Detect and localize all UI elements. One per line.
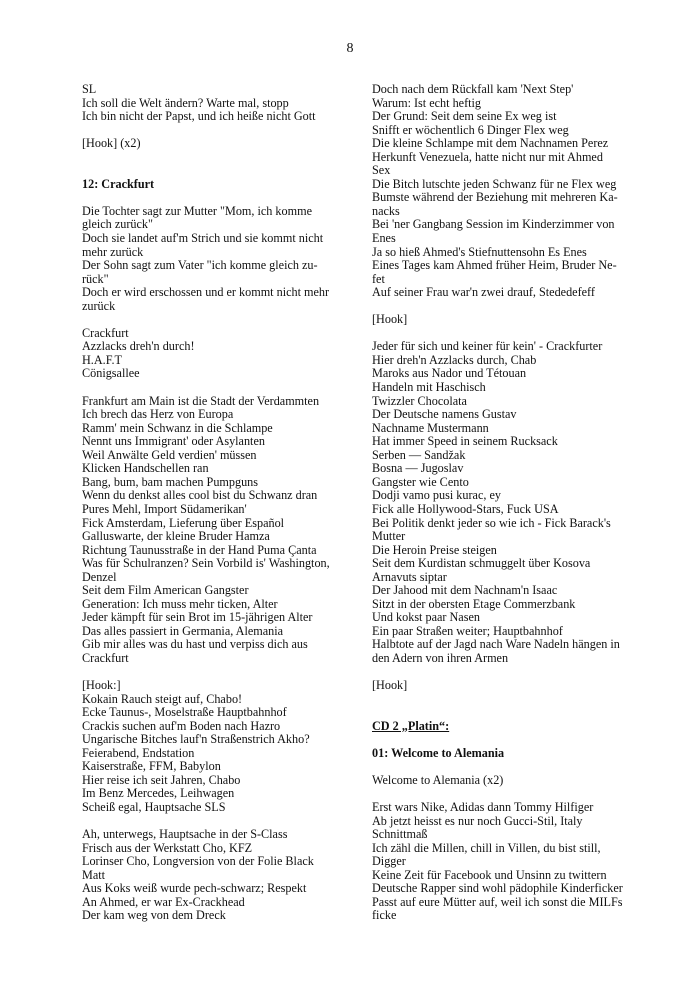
blank-line bbox=[372, 300, 624, 314]
lyric-line: Jeder für sich und keiner für kein' - Crackfurter bbox=[372, 339, 603, 354]
lyric-line: Jeder kämpft für sein Brot im 15-jährigen Alter bbox=[82, 610, 313, 625]
lyric-line: Und kokst paar Nasen bbox=[372, 610, 480, 625]
lyric-line: Crackis suchen auf'm Boden nach Hazro bbox=[82, 718, 281, 733]
blank-line bbox=[372, 760, 624, 774]
lyric-line: Matt bbox=[82, 867, 106, 882]
lyric-line: Aus Koks weiß wurde pech-schwarz; Respekt bbox=[82, 881, 307, 896]
lyric-line: [Hook] bbox=[372, 312, 408, 327]
lyric-line: Handeln mit Haschisch bbox=[372, 380, 486, 395]
lyric-line: Der Deutsche namens Gustav bbox=[372, 407, 517, 422]
lyric-line: Doch sie landet auf'm Strich und sie kommt nicht bbox=[82, 231, 324, 246]
section-heading: CD 2 „Platin“: bbox=[372, 718, 450, 733]
lyric-line: Seit dem Kurdistan schmuggelt über Kosova bbox=[372, 556, 591, 571]
lyric-line: Pures Mehl, Import Südamerikan' bbox=[82, 501, 247, 516]
lyric-line: Feierabend, Endstation bbox=[82, 745, 195, 760]
lyric-line: Digger bbox=[372, 854, 406, 869]
lyric-line: Sitzt in der obersten Etage Commerzbank bbox=[372, 596, 576, 611]
lyric-line: Ab jetzt heisst es nur noch Gucci-Stil, Italy bbox=[372, 813, 583, 828]
lyric-line: Warum: Ist echt heftig bbox=[372, 95, 482, 110]
lyric-line: Bei 'ner Gangbang Session im Kinderzimmer von bbox=[372, 217, 615, 232]
lyric-line: [Hook] (x2) bbox=[82, 136, 141, 151]
lyric-line: Bumste während der Beziehung mit mehreren Ka- bbox=[372, 190, 618, 205]
lyric-line: Nennt uns Immigrant' oder Asylanten bbox=[82, 434, 265, 449]
lyric-line: mehr zurück bbox=[82, 244, 144, 259]
right-column bbox=[372, 83, 624, 923]
lyric-line: An Ahmed, er war Ex-Crackhead bbox=[82, 894, 245, 909]
lyric-line: Die Tochter sagt zur Mutter "Mom, ich komme bbox=[82, 203, 312, 218]
lyric-line: Fick alle Hollywood-Stars, Fuck USA bbox=[372, 501, 559, 516]
lyric-line: Wenn du denkst alles cool bist du Schwanz dran bbox=[82, 488, 318, 503]
blank-line bbox=[372, 733, 624, 747]
blank-line bbox=[82, 381, 340, 395]
lyric-line: H.A.F.T bbox=[82, 352, 122, 367]
lyric-line: gleich zurück" bbox=[82, 217, 153, 232]
lyric-line: Fick Amsterdam, Lieferung über Español bbox=[82, 515, 285, 530]
blank-line bbox=[82, 164, 340, 178]
lyric-line: Im Benz Mercedes, Leihwagen bbox=[82, 786, 235, 801]
lyric-line: Hier reise ich seit Jahren, Chabo bbox=[82, 772, 241, 787]
lyric-line: Richtung Taunusstraße in der Hand Puma Çanta bbox=[82, 542, 317, 557]
lyric-line: Die Heroin Preise steigen bbox=[372, 542, 497, 557]
lyric-line: Bosna — Jugoslav bbox=[372, 461, 464, 476]
blank-line bbox=[82, 815, 340, 829]
lyric-line: Kokain Rauch steigt auf, Chabo! bbox=[82, 691, 243, 706]
lyric-line: Halbtote auf der Jagd nach Ware Nadeln hängen in bbox=[372, 637, 620, 652]
lyric-line: Ich bin nicht der Papst, und ich heiße nicht Gott bbox=[82, 109, 316, 124]
lyric-line: Frankfurt am Main ist die Stadt der Verdammten bbox=[82, 393, 320, 408]
lyric-line: den Adern von ihren Armen bbox=[372, 650, 509, 665]
lyric-line: SL bbox=[82, 82, 97, 96]
lyric-line: Scheiß egal, Hauptsache SLS bbox=[82, 799, 226, 814]
lyric-line: Der Grund: Seit dem seine Ex weg ist bbox=[372, 109, 557, 124]
lyric-line: Arnavuts siptar bbox=[372, 569, 447, 584]
lyric-line: Deutsche Rapper sind wohl pädophile Kinderficker bbox=[372, 881, 623, 896]
blank-line bbox=[82, 191, 340, 205]
track-heading: 01: Welcome to Alemania bbox=[372, 745, 505, 760]
lyric-line: Ich brech das Herz von Europa bbox=[82, 407, 234, 422]
lyric-line: Dodji vamo pusi kurac, ey bbox=[372, 488, 501, 503]
lyric-line: Frisch aus der Werkstatt Cho, KFZ bbox=[82, 840, 253, 855]
lyric-line: Gangster wie Cento bbox=[372, 474, 469, 489]
lyric-line: Denzel bbox=[82, 569, 117, 584]
lyric-line: Azzlacks dreh'n durch! bbox=[82, 339, 195, 354]
blank-line bbox=[82, 313, 340, 327]
blank-line bbox=[82, 151, 340, 165]
lyric-line: Hier dreh'n Azzlacks durch, Chab bbox=[372, 352, 537, 367]
lyric-line: Bang, bum, bam machen Pumpguns bbox=[82, 474, 259, 489]
lyric-line: Kaiserstraße, FFM, Babylon bbox=[82, 759, 221, 774]
blank-line bbox=[372, 787, 624, 801]
lyric-line: Crackfurt bbox=[82, 325, 129, 340]
lyric-line: Auf seiner Frau war'n zwei drauf, Stededefeff bbox=[372, 285, 595, 300]
lyric-line: Doch nach dem Rückfall kam 'Next Step' bbox=[372, 82, 574, 96]
lyric-line: Hat immer Speed in seinem Rucksack bbox=[372, 434, 558, 449]
lyric-line: Ungarische Bitches lauf'n Straßenstrich Akho? bbox=[82, 732, 310, 747]
lyric-line: Gib mir alles was du hast und verpiss dich aus bbox=[82, 637, 308, 652]
lyric-line: rück" bbox=[82, 271, 109, 286]
lyric-line: Das alles passiert in Germania, Alemania bbox=[82, 623, 284, 638]
lyric-line: Ecke Taunus-, Moselstraße Hauptbahnhof bbox=[82, 705, 287, 720]
lyric-line: Twizzler Chocolata bbox=[372, 393, 467, 408]
lyric-line: Klicken Handschellen ran bbox=[82, 461, 209, 476]
lyric-line: Ah, unterwegs, Hauptsache in der S-Class bbox=[82, 827, 288, 842]
lyric-line: Serben — Sandžak bbox=[372, 447, 466, 462]
lyric-line: nacks bbox=[372, 203, 400, 218]
lyric-line: Erst wars Nike, Adidas dann Tommy Hilfiger bbox=[372, 799, 594, 814]
lyric-line: Ramm' mein Schwanz in die Schlampe bbox=[82, 420, 273, 435]
lyric-line: Sex bbox=[372, 163, 391, 178]
lyric-line: Passt auf eure Mütter auf, weil ich sonst die MILFs bbox=[372, 894, 623, 909]
lyric-line: Weil Anwälte Geld verdien' müssen bbox=[82, 447, 257, 462]
lyric-line: Bei Politik denkt jeder so wie ich - Fick Barack's bbox=[372, 515, 611, 530]
lyric-line: Herkunft Venezuela, hatte nicht nur mit Ahmed bbox=[372, 149, 603, 164]
lyric-line: Cönigsallee bbox=[82, 366, 140, 381]
left-column bbox=[82, 83, 340, 923]
lyric-line: zurück bbox=[82, 298, 116, 313]
lyric-line: ficke bbox=[372, 908, 397, 923]
blank-line bbox=[82, 666, 340, 680]
lyric-line: [Hook] bbox=[372, 678, 408, 693]
blank-line bbox=[372, 327, 624, 341]
lyric-line: fet bbox=[372, 271, 385, 286]
lyric-line: Maroks aus Nador und Tétouan bbox=[372, 366, 527, 381]
lyric-line: Der Jahood mit dem Nachnam'n Isaac bbox=[372, 583, 558, 598]
lyric-line: Die kleine Schlampe mit dem Nachnamen Perez bbox=[372, 136, 609, 151]
lyric-line: Die Bitch lutschte jeden Schwanz für ne Flex weg bbox=[372, 176, 617, 191]
lyric-line: Lorinser Cho, Longversion von der Folie Black bbox=[82, 854, 314, 869]
lyric-line: Ich zähl die Millen, chill in Villen, du bist still, bbox=[372, 840, 601, 855]
lyric-line: Ich soll die Welt ändern? Warte mal, stopp bbox=[82, 95, 289, 110]
lyric-line: Mutter bbox=[372, 529, 406, 544]
lyric-line: Nachname Mustermann bbox=[372, 420, 489, 435]
lyric-line: Snifft er wöchentlich 6 Dinger Flex weg bbox=[372, 122, 569, 137]
lyric-line: Generation: Ich muss mehr ticken, Alter bbox=[82, 596, 278, 611]
blank-line bbox=[372, 706, 624, 720]
lyric-line: Seit dem Film American Gangster bbox=[82, 583, 249, 598]
lyric-line: Ja so hieß Ahmed's Stiefnuttensohn Es Enes bbox=[372, 244, 587, 259]
lyric-line: Der kam weg von dem Dreck bbox=[82, 908, 226, 923]
lyric-line: Doch er wird erschossen und er kommt nicht mehr bbox=[82, 285, 330, 300]
lyric-line: Eines Tages kam Ahmed früher Heim, Bruder Ne- bbox=[372, 258, 617, 273]
lyric-line: Crackfurt bbox=[82, 650, 129, 665]
lyric-line: Schnittmaß bbox=[372, 827, 428, 842]
lyric-line: Keine Zeit für Facebook und Unsinn zu twittern bbox=[372, 867, 607, 882]
lyric-line: Ein paar Straßen weiter; Hauptbahnhof bbox=[372, 623, 563, 638]
blank-line bbox=[372, 666, 624, 680]
blank-line bbox=[82, 124, 340, 138]
lyric-line: Galluswarte, der kleine Bruder Hamza bbox=[82, 529, 270, 544]
blank-line bbox=[372, 693, 624, 707]
page-number: 8 bbox=[346, 41, 354, 56]
lyric-line: [Hook:] bbox=[82, 678, 121, 693]
lyric-line: Welcome to Alemania (x2) bbox=[372, 772, 504, 787]
track-heading: 12: Crackfurt bbox=[82, 176, 155, 191]
lyric-line: Enes bbox=[372, 231, 396, 246]
lyric-line: Was für Schulranzen? Sein Vorbild is' Washington, bbox=[82, 556, 330, 571]
lyric-line: Der Sohn sagt zum Vater "ich komme gleich zu- bbox=[82, 258, 318, 273]
